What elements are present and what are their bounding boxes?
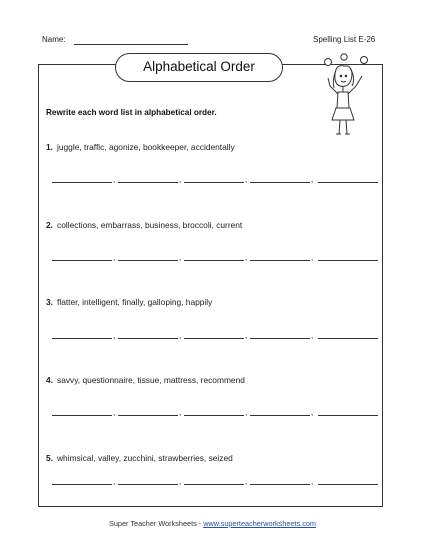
comma: , <box>179 408 182 417</box>
footer-link[interactable]: www.superteacherworksheets.com <box>203 519 316 528</box>
question-number: 3. <box>46 297 53 307</box>
answer-row-1 <box>46 173 381 187</box>
question-number: 4. <box>46 375 53 385</box>
answer-blank[interactable] <box>184 182 244 183</box>
comma: , <box>245 408 248 417</box>
name-label: Name: <box>42 35 66 44</box>
answer-blank[interactable] <box>118 484 178 485</box>
answer-blank[interactable] <box>250 484 310 485</box>
comma: , <box>113 175 116 184</box>
answer-blank[interactable] <box>184 338 244 339</box>
answer-blank[interactable] <box>118 260 178 261</box>
answer-blank[interactable] <box>52 182 112 183</box>
answer-blank[interactable] <box>52 415 112 416</box>
comma: , <box>179 175 182 184</box>
comma: , <box>113 331 116 340</box>
comma: , <box>245 175 248 184</box>
question-number: 5. <box>46 453 53 463</box>
comma: , <box>245 253 248 262</box>
answer-blank[interactable] <box>250 415 310 416</box>
instructions: Rewrite each word list in alphabetical order. <box>46 108 217 117</box>
word-list: juggle, traffic, agonize, bookkeeper, accidentally <box>57 142 235 152</box>
answer-blank[interactable] <box>184 415 244 416</box>
comma: , <box>245 477 248 486</box>
comma: , <box>113 477 116 486</box>
answer-blank[interactable] <box>250 182 310 183</box>
spelling-list-id: Spelling List E-26 <box>313 35 376 44</box>
question-4 <box>46 375 245 385</box>
answer-row-4 <box>46 406 381 420</box>
comma: , <box>311 477 314 486</box>
answer-blank[interactable] <box>318 182 378 183</box>
comma: , <box>179 477 182 486</box>
answer-blank[interactable] <box>250 338 310 339</box>
comma: , <box>179 331 182 340</box>
answer-blank[interactable] <box>52 484 112 485</box>
question-1 <box>46 142 235 152</box>
word-list: savvy, questionnaire, tissue, mattress, recommend <box>57 375 245 385</box>
answer-blank[interactable] <box>118 182 178 183</box>
comma: , <box>311 408 314 417</box>
answer-blank[interactable] <box>118 415 178 416</box>
juggling-girl-illustration <box>318 52 374 140</box>
footer-separator: - <box>198 519 202 528</box>
footer <box>0 519 425 528</box>
question-3 <box>46 297 212 307</box>
answer-blank[interactable] <box>318 484 378 485</box>
answer-row-5 <box>46 475 381 489</box>
answer-blank[interactable] <box>52 338 112 339</box>
comma: , <box>179 253 182 262</box>
question-2 <box>46 220 242 230</box>
word-list: collections, embarrass, business, broccoli, current <box>57 220 243 230</box>
answer-blank[interactable] <box>250 260 310 261</box>
answer-row-3 <box>46 329 381 343</box>
comma: , <box>113 253 116 262</box>
answer-blank[interactable] <box>318 260 378 261</box>
answer-blank[interactable] <box>318 415 378 416</box>
page-title: Alphabetical Order <box>115 53 283 82</box>
question-number: 1. <box>46 142 53 152</box>
answer-row-2 <box>46 251 381 265</box>
comma: , <box>311 331 314 340</box>
question-5 <box>46 453 233 463</box>
answer-blank[interactable] <box>52 260 112 261</box>
answer-blank[interactable] <box>184 260 244 261</box>
comma: , <box>113 408 116 417</box>
answer-blank[interactable] <box>318 338 378 339</box>
name-line[interactable] <box>74 44 188 45</box>
question-number: 2. <box>46 220 53 230</box>
comma: , <box>311 175 314 184</box>
footer-brand: Super Teacher Worksheets <box>109 519 197 528</box>
comma: , <box>311 253 314 262</box>
comma: , <box>245 331 248 340</box>
answer-blank[interactable] <box>184 484 244 485</box>
answer-blank[interactable] <box>118 338 178 339</box>
word-list: whimsical, valley, zucchini, strawberries, seized <box>57 453 233 463</box>
word-list: flatter, intelligent, finally, galloping, happily <box>57 297 213 307</box>
